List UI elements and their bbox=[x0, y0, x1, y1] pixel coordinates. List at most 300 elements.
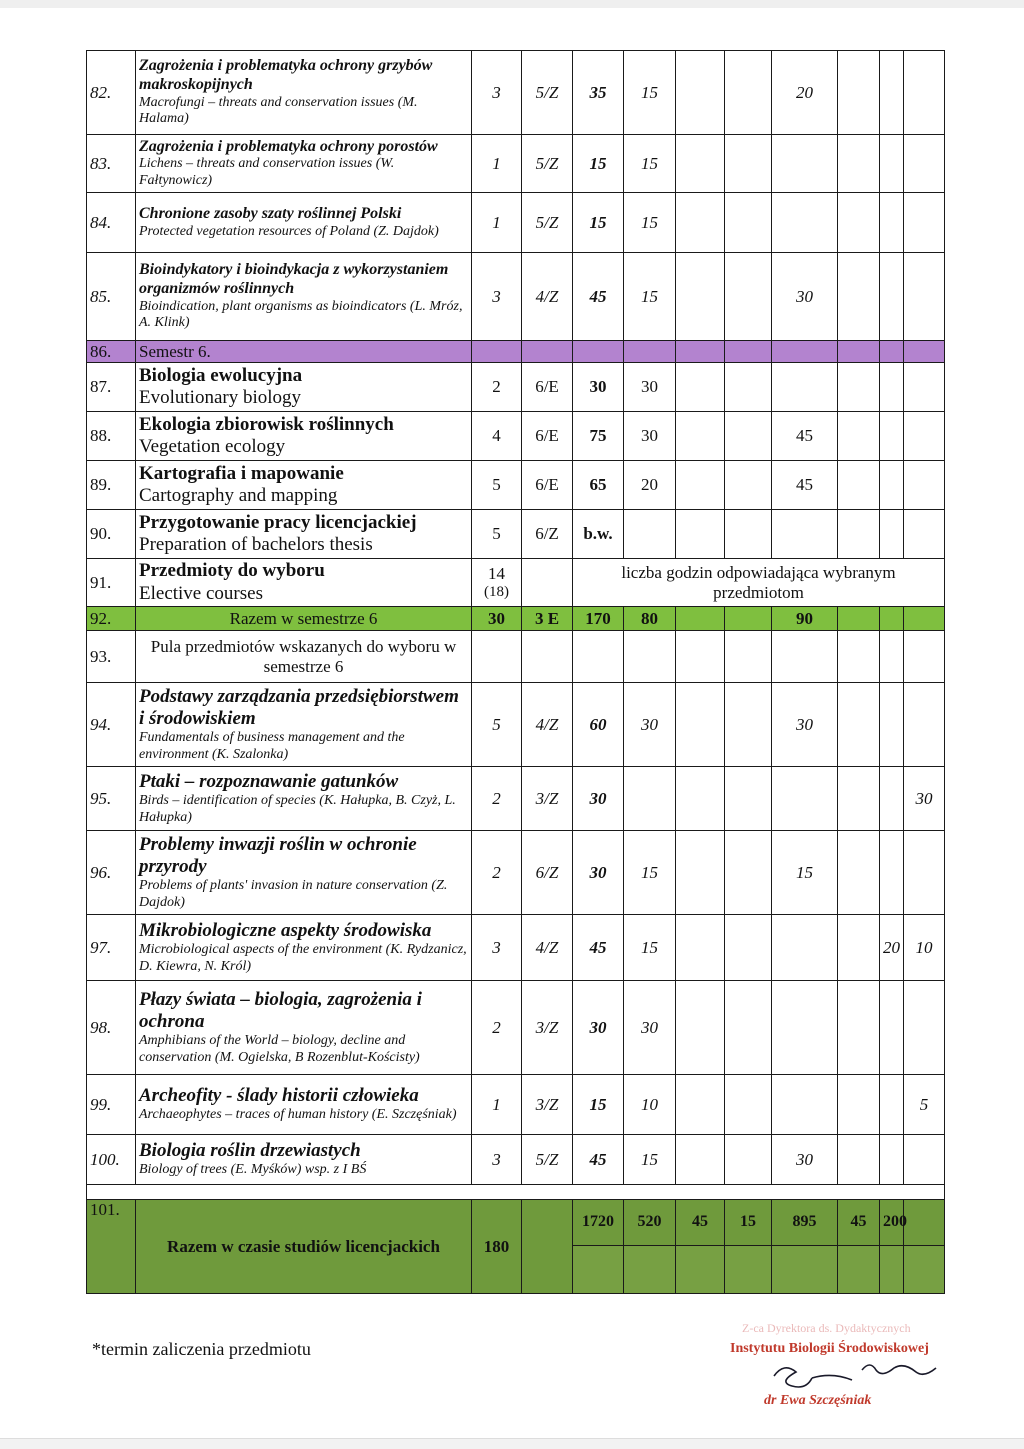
course-name-en: Lichens – threats and conservation issues (W. Fałtynowicz) bbox=[139, 156, 395, 188]
value-cell bbox=[725, 1075, 772, 1135]
row-number: 82. bbox=[87, 51, 136, 135]
value-cell: 45 bbox=[573, 1135, 624, 1185]
value-cell: 30 bbox=[772, 253, 838, 341]
value-cell: 2 bbox=[472, 363, 522, 412]
value-cell: 6/E bbox=[522, 363, 573, 412]
empty-cell bbox=[880, 1246, 904, 1294]
value-cell: 15 bbox=[573, 193, 624, 253]
course-name-pl: Płazy świata – biologia, zagrożenia i ochrona bbox=[139, 988, 422, 1033]
value-cell bbox=[880, 461, 904, 510]
value-cell: 20 bbox=[772, 51, 838, 135]
empty-cell bbox=[904, 631, 945, 683]
course-name-cell bbox=[136, 683, 472, 767]
course-name-en: Amphibians of the World – biology, decline and conservation (M. Ogielska, B Rozenblut-Kościsty) bbox=[139, 1033, 420, 1065]
value-cell bbox=[880, 253, 904, 341]
value-cell bbox=[624, 510, 676, 559]
value-cell: 45 bbox=[573, 915, 624, 981]
value-cell: 3 bbox=[472, 1135, 522, 1185]
value-cell bbox=[772, 135, 838, 193]
empty-cell bbox=[880, 341, 904, 363]
value-cell: 15 bbox=[624, 1135, 676, 1185]
value-cell: 15 bbox=[624, 193, 676, 253]
value-cell bbox=[676, 981, 725, 1075]
total-value: 45 bbox=[676, 1200, 725, 1246]
sum-value bbox=[904, 607, 945, 631]
course-name-pl: Bioindykatory i bioindykacja z wykorzystaniem organizmów roślinnych bbox=[139, 261, 449, 298]
value-cell bbox=[838, 461, 880, 510]
sum-value: 90 bbox=[772, 607, 838, 631]
value-cell: 4/Z bbox=[522, 683, 573, 767]
empty-cell bbox=[573, 631, 624, 683]
footnote: *termin zaliczenia przedmiotu bbox=[92, 1339, 311, 1359]
value-cell bbox=[676, 461, 725, 510]
value-cell bbox=[904, 510, 945, 559]
sum-value: 80 bbox=[624, 607, 676, 631]
total-row bbox=[87, 1200, 945, 1246]
value-cell: 20 bbox=[880, 915, 904, 981]
value-cell bbox=[880, 981, 904, 1075]
course-row bbox=[87, 461, 945, 510]
value-cell: 4/Z bbox=[522, 253, 573, 341]
value-cell bbox=[725, 831, 772, 915]
value-cell bbox=[880, 51, 904, 135]
value-cell bbox=[676, 915, 725, 981]
value-cell: 1 bbox=[472, 135, 522, 193]
value-cell bbox=[725, 253, 772, 341]
row-number: 85. bbox=[87, 253, 136, 341]
empty-cell bbox=[838, 1246, 880, 1294]
course-name-pl: Przygotowanie pracy licencjackiej bbox=[139, 511, 417, 533]
value-cell: 4 bbox=[472, 412, 522, 461]
row-number: 95. bbox=[87, 767, 136, 831]
course-name-cell bbox=[136, 461, 472, 510]
row-number: 99. bbox=[87, 1075, 136, 1135]
course-name-cell bbox=[136, 831, 472, 915]
course-name-cell bbox=[136, 363, 472, 412]
empty-cell bbox=[772, 1246, 838, 1294]
value-cell bbox=[725, 981, 772, 1075]
sum-value: 30 bbox=[472, 607, 522, 631]
course-name-pl: Biologia ewolucyjna bbox=[139, 364, 303, 386]
value-cell bbox=[676, 767, 725, 831]
value-cell bbox=[676, 253, 725, 341]
scan-top-edge bbox=[0, 0, 1024, 8]
value-cell: 45 bbox=[772, 461, 838, 510]
value-cell bbox=[676, 363, 725, 412]
course-name-en: Cartography and mapping bbox=[139, 485, 338, 506]
empty-cell bbox=[725, 631, 772, 683]
ects-cell bbox=[472, 559, 522, 607]
empty-cell bbox=[573, 341, 624, 363]
value-cell bbox=[725, 363, 772, 412]
row-number: 101. bbox=[87, 1200, 136, 1294]
value-cell: 15 bbox=[624, 253, 676, 341]
study-plan-table bbox=[86, 50, 945, 1294]
value-cell: 45 bbox=[772, 412, 838, 461]
value-cell bbox=[725, 767, 772, 831]
value-cell bbox=[880, 510, 904, 559]
empty-cell bbox=[838, 631, 880, 683]
empty-cell bbox=[676, 631, 725, 683]
value-cell bbox=[904, 412, 945, 461]
empty-cell bbox=[676, 1246, 725, 1294]
elective-pool-row bbox=[87, 631, 945, 683]
course-row bbox=[87, 510, 945, 559]
separator-row bbox=[87, 1185, 945, 1200]
value-cell: 3 bbox=[472, 915, 522, 981]
value-cell bbox=[904, 253, 945, 341]
sum-value: 170 bbox=[573, 607, 624, 631]
total-value: 200 bbox=[880, 1200, 904, 1246]
value-cell: 3 bbox=[472, 51, 522, 135]
value-cell: 15 bbox=[772, 831, 838, 915]
value-cell bbox=[904, 51, 945, 135]
total-value: 520 bbox=[624, 1200, 676, 1246]
value-cell: 30 bbox=[624, 363, 676, 412]
value-cell: 65 bbox=[573, 461, 624, 510]
value-cell: 5/Z bbox=[522, 135, 573, 193]
course-name-en: Bioindication, plant organisms as bioindicators (L. Mróz, A. Klink) bbox=[139, 298, 463, 331]
course-name-cell bbox=[136, 559, 472, 607]
course-name-cell bbox=[136, 193, 472, 253]
value-cell: 2 bbox=[472, 831, 522, 915]
empty-cell bbox=[522, 1200, 573, 1294]
signature-scribble bbox=[774, 1365, 936, 1387]
course-row bbox=[87, 831, 945, 915]
course-name-cell bbox=[136, 1135, 472, 1185]
row-number: 97. bbox=[87, 915, 136, 981]
value-cell bbox=[838, 767, 880, 831]
value-cell: 5/Z bbox=[522, 51, 573, 135]
value-cell: 15 bbox=[573, 135, 624, 193]
course-name-pl: Zagrożenia i problematyka ochrony grzybów makroskopijnych bbox=[139, 57, 433, 94]
course-row bbox=[87, 915, 945, 981]
course-name-en: Protected vegetation resources of Poland (Z. Dajdok) bbox=[139, 223, 439, 239]
sum-value bbox=[725, 607, 772, 631]
row-number: 100. bbox=[87, 1135, 136, 1185]
empty-cell bbox=[772, 341, 838, 363]
scan-bottom-edge bbox=[0, 1438, 1024, 1449]
row-number: 91. bbox=[87, 559, 136, 607]
row-number: 89. bbox=[87, 461, 136, 510]
value-cell bbox=[838, 510, 880, 559]
value-cell: 30 bbox=[772, 683, 838, 767]
value-cell: 10 bbox=[904, 915, 945, 981]
empty-cell bbox=[904, 341, 945, 363]
value-cell: 30 bbox=[573, 767, 624, 831]
value-cell: 20 bbox=[624, 461, 676, 510]
empty-cell bbox=[573, 1246, 624, 1294]
course-name-cell bbox=[136, 767, 472, 831]
course-row bbox=[87, 683, 945, 767]
value-cell: 10 bbox=[624, 1075, 676, 1135]
value-cell bbox=[838, 915, 880, 981]
course-row bbox=[87, 412, 945, 461]
value-cell bbox=[772, 510, 838, 559]
sum-value bbox=[880, 607, 904, 631]
value-cell bbox=[725, 683, 772, 767]
value-cell bbox=[676, 831, 725, 915]
course-name-pl: Mikrobiologiczne aspekty środowiska bbox=[139, 920, 432, 942]
sum-label: Razem w semestrze 6 bbox=[136, 607, 472, 631]
course-name-pl: Zagrożenia i problematyka ochrony porostów bbox=[139, 137, 438, 155]
value-cell: 45 bbox=[573, 253, 624, 341]
empty-cell bbox=[522, 341, 573, 363]
course-row bbox=[87, 363, 945, 412]
value-cell: 15 bbox=[624, 135, 676, 193]
value-cell bbox=[838, 363, 880, 412]
value-cell bbox=[904, 461, 945, 510]
value-cell: 30 bbox=[772, 1135, 838, 1185]
empty-cell bbox=[624, 631, 676, 683]
course-name-en: Macrofungi – threats and conservation issues (M. Halama) bbox=[139, 94, 418, 127]
value-cell bbox=[725, 135, 772, 193]
course-name-cell bbox=[136, 510, 472, 559]
value-cell bbox=[880, 831, 904, 915]
row-number: 88. bbox=[87, 412, 136, 461]
value-cell bbox=[880, 363, 904, 412]
empty-cell bbox=[880, 631, 904, 683]
value-cell: 30 bbox=[573, 363, 624, 412]
value-cell: 60 bbox=[573, 683, 624, 767]
total-ects: 180 bbox=[472, 1200, 522, 1294]
course-name-cell bbox=[136, 1075, 472, 1135]
course-name-cell bbox=[136, 981, 472, 1075]
course-name-en: Preparation of bachelors thesis bbox=[139, 534, 373, 555]
value-cell bbox=[725, 510, 772, 559]
value-cell bbox=[725, 193, 772, 253]
course-row bbox=[87, 253, 945, 341]
empty-cell bbox=[624, 1246, 676, 1294]
course-name-pl: Podstawy zarządzania przedsiębiorstwem i środowiskiem bbox=[139, 685, 459, 730]
course-name-en: Problems of plants' invasion in nature conservation (Z. Dajdok) bbox=[139, 878, 448, 910]
total-value: 45 bbox=[838, 1200, 880, 1246]
course-name-pl: Kartografia i mapowanie bbox=[139, 462, 344, 484]
ects-note: (18) bbox=[484, 583, 509, 600]
value-cell bbox=[772, 1075, 838, 1135]
value-cell bbox=[772, 981, 838, 1075]
row-number: 93. bbox=[87, 631, 136, 683]
value-cell bbox=[838, 193, 880, 253]
value-cell bbox=[880, 135, 904, 193]
value-cell: 15 bbox=[624, 51, 676, 135]
value-cell: 3/Z bbox=[522, 767, 573, 831]
value-cell bbox=[725, 1135, 772, 1185]
row-number: 87. bbox=[87, 363, 136, 412]
empty-cell bbox=[904, 1246, 945, 1294]
empty-cell bbox=[904, 1200, 945, 1246]
ects-value: 14 bbox=[488, 563, 505, 583]
total-value: 1720 bbox=[573, 1200, 624, 1246]
total-value: 895 bbox=[772, 1200, 838, 1246]
value-cell bbox=[772, 915, 838, 981]
value-cell bbox=[676, 683, 725, 767]
value-cell: 15 bbox=[624, 831, 676, 915]
value-cell bbox=[772, 363, 838, 412]
course-name-en: Elective courses bbox=[139, 582, 263, 604]
course-name-cell bbox=[136, 135, 472, 193]
value-cell: 1 bbox=[472, 193, 522, 253]
value-cell bbox=[838, 51, 880, 135]
value-cell: 2 bbox=[472, 767, 522, 831]
value-cell bbox=[904, 135, 945, 193]
empty-cell bbox=[676, 341, 725, 363]
course-name-en: Evolutionary biology bbox=[139, 387, 302, 408]
value-cell bbox=[838, 1135, 880, 1185]
elective-row bbox=[87, 559, 945, 607]
course-name-pl: Chronione zasoby szaty roślinnej Polski bbox=[139, 204, 402, 222]
course-row bbox=[87, 193, 945, 253]
stamp-line-3: dr Ewa Szczęśniak bbox=[764, 1393, 872, 1408]
row-number: 84. bbox=[87, 193, 136, 253]
value-cell bbox=[880, 193, 904, 253]
empty-cell bbox=[772, 631, 838, 683]
value-cell bbox=[904, 981, 945, 1075]
value-cell bbox=[880, 412, 904, 461]
value-cell: 30 bbox=[573, 981, 624, 1075]
row-number: 98. bbox=[87, 981, 136, 1075]
course-row bbox=[87, 135, 945, 193]
value-cell: 2 bbox=[472, 981, 522, 1075]
value-cell: 15 bbox=[624, 915, 676, 981]
value-cell: 30 bbox=[904, 767, 945, 831]
separator bbox=[87, 1185, 945, 1200]
row-number: 92. bbox=[87, 607, 136, 631]
value-cell bbox=[904, 363, 945, 412]
value-cell: 5 bbox=[472, 683, 522, 767]
course-name-cell bbox=[136, 412, 472, 461]
value-cell bbox=[676, 412, 725, 461]
sum-value bbox=[838, 607, 880, 631]
value-cell bbox=[838, 1075, 880, 1135]
stamp-line-2: Instytutu Biologii Środowiskowej bbox=[730, 1341, 929, 1356]
value-cell bbox=[725, 461, 772, 510]
stamp-line-1: Z-ca Dyrektora ds. Dydaktycznych bbox=[742, 1321, 911, 1335]
value-cell bbox=[904, 683, 945, 767]
course-row bbox=[87, 981, 945, 1075]
value-cell: 15 bbox=[573, 1075, 624, 1135]
total-label: Razem w czasie studiów licencjackich bbox=[136, 1200, 472, 1294]
value-cell bbox=[725, 412, 772, 461]
course-name-cell bbox=[136, 253, 472, 341]
course-name-pl: Przedmioty do wyboru bbox=[139, 560, 325, 582]
course-name-pl: Ptaki – rozpoznawanie gatunków bbox=[139, 771, 399, 793]
value-cell bbox=[725, 51, 772, 135]
empty-cell bbox=[522, 559, 573, 607]
course-name-pl: Problemy inwazji roślin w ochronie przyrody bbox=[139, 833, 417, 878]
empty-cell bbox=[624, 341, 676, 363]
value-cell: 30 bbox=[624, 412, 676, 461]
row-number: 83. bbox=[87, 135, 136, 193]
value-cell: 30 bbox=[573, 831, 624, 915]
value-cell bbox=[624, 767, 676, 831]
value-cell: 6/E bbox=[522, 461, 573, 510]
row-number: 94. bbox=[87, 683, 136, 767]
value-cell: 1 bbox=[472, 1075, 522, 1135]
course-row bbox=[87, 1075, 945, 1135]
value-cell bbox=[772, 193, 838, 253]
value-cell bbox=[772, 767, 838, 831]
value-cell bbox=[838, 253, 880, 341]
value-cell bbox=[880, 1075, 904, 1135]
value-cell bbox=[904, 193, 945, 253]
value-cell bbox=[838, 831, 880, 915]
elective-note: liczba godzin odpowiadająca wybranym przedmiotom bbox=[573, 559, 945, 607]
course-name-cell bbox=[136, 915, 472, 981]
value-cell bbox=[676, 1075, 725, 1135]
value-cell: 35 bbox=[573, 51, 624, 135]
value-cell: b.w. bbox=[573, 510, 624, 559]
semester-sum-row bbox=[87, 607, 945, 631]
value-cell: 30 bbox=[624, 981, 676, 1075]
value-cell: 75 bbox=[573, 412, 624, 461]
value-cell bbox=[838, 981, 880, 1075]
value-cell bbox=[676, 1135, 725, 1185]
course-name-pl: Archeofity - ślady historii człowieka bbox=[139, 1085, 419, 1107]
value-cell bbox=[676, 51, 725, 135]
value-cell: 6/Z bbox=[522, 510, 573, 559]
value-cell bbox=[676, 510, 725, 559]
value-cell bbox=[880, 683, 904, 767]
signature-stamp bbox=[712, 1318, 974, 1416]
empty-cell bbox=[725, 1246, 772, 1294]
value-cell bbox=[676, 193, 725, 253]
empty-cell bbox=[472, 341, 522, 363]
value-cell bbox=[838, 135, 880, 193]
value-cell: 6/Z bbox=[522, 831, 573, 915]
course-row bbox=[87, 51, 945, 135]
value-cell: 3 bbox=[472, 253, 522, 341]
value-cell: 5 bbox=[472, 510, 522, 559]
row-number: 96. bbox=[87, 831, 136, 915]
total-value: 15 bbox=[725, 1200, 772, 1246]
course-name-en: Archaeophytes – traces of human history (E. Szczęśniak) bbox=[139, 1107, 457, 1123]
value-cell bbox=[880, 1135, 904, 1185]
empty-cell bbox=[522, 631, 573, 683]
value-cell: 3/Z bbox=[522, 1075, 573, 1135]
value-cell: 30 bbox=[624, 683, 676, 767]
value-cell bbox=[676, 135, 725, 193]
row-number: 86. bbox=[87, 341, 136, 363]
course-name-pl: Ekologia zbiorowisk roślinnych bbox=[139, 413, 394, 435]
value-cell: 5/Z bbox=[522, 193, 573, 253]
semester-header-row bbox=[87, 341, 945, 363]
semester-label: Semestr 6. bbox=[136, 341, 472, 363]
course-name-cell bbox=[136, 51, 472, 135]
course-name-en: Vegetation ecology bbox=[139, 436, 286, 457]
value-cell bbox=[838, 412, 880, 461]
value-cell: 6/E bbox=[522, 412, 573, 461]
sum-value bbox=[676, 607, 725, 631]
value-cell: 4/Z bbox=[522, 915, 573, 981]
value-cell bbox=[904, 831, 945, 915]
value-cell bbox=[880, 767, 904, 831]
course-name-en: Microbiological aspects of the environment (K. Rydzanicz, D. Kiewra, N. Król) bbox=[139, 942, 467, 974]
course-row bbox=[87, 767, 945, 831]
row-number: 90. bbox=[87, 510, 136, 559]
value-cell: 5/Z bbox=[522, 1135, 573, 1185]
empty-cell bbox=[725, 341, 772, 363]
pool-label: Pula przedmiotów wskazanych do wyboru w semestrze 6 bbox=[136, 631, 472, 683]
course-name-pl: Biologia roślin drzewiastych bbox=[139, 1140, 361, 1162]
value-cell: 5 bbox=[472, 461, 522, 510]
empty-cell bbox=[838, 341, 880, 363]
value-cell: 3/Z bbox=[522, 981, 573, 1075]
course-name-en: Biology of trees (E. Myśków) wsp. z I BŚ bbox=[139, 1162, 367, 1178]
value-cell bbox=[904, 1135, 945, 1185]
value-cell bbox=[838, 683, 880, 767]
course-name-en: Fundamentals of business management and the environment (K. Szalonka) bbox=[139, 730, 405, 762]
